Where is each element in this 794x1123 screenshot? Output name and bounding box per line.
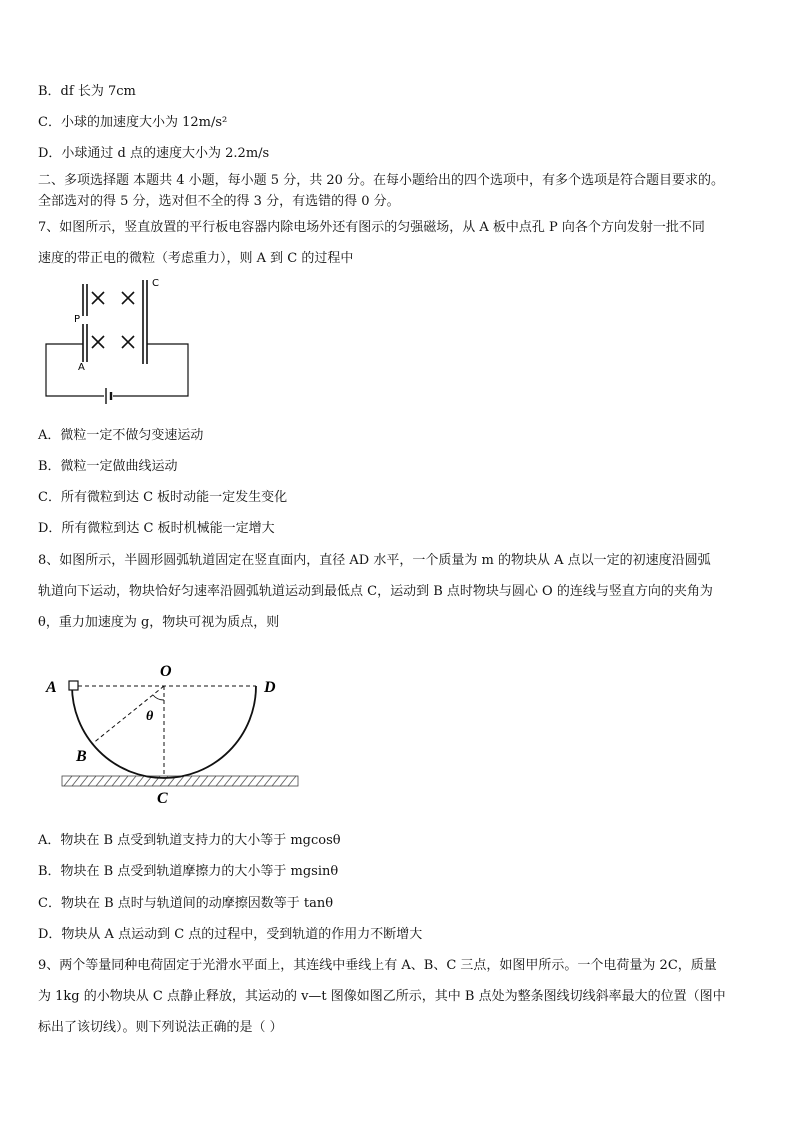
label-a: A (46, 679, 57, 696)
prev-option-b: B．df 长为 7cm (38, 84, 136, 99)
q7-option-d: D．所有微粒到达 C 板时机械能一定增大 (38, 521, 275, 536)
battery-symbol (106, 388, 111, 404)
q9-stem-line1: 9、两个等量同种电荷固定于光滑水平面上，其连线中垂线上有 A、B、C 三点，如图甲所示。一个电荷量为 2C，质量 (38, 958, 717, 973)
q8-stem-line2: 轨道向下运动，物块恰好匀速率沿圆弧轨道运动到最低点 C，运动到 B 点时物块与圆心 O 的连线与竖直方向的夹角为 (38, 584, 713, 599)
q8-option-c: C．物块在 B 点时与轨道间的动摩擦因数等于 tanθ (38, 896, 334, 911)
label-d: D (264, 679, 276, 696)
label-a: A (78, 362, 85, 373)
label-theta: θ (146, 709, 154, 724)
label-p: P (74, 314, 81, 325)
q9-stem-line3: 标出了该切线）。则下列说法正确的是（ ） (38, 1020, 283, 1035)
label-o: O (160, 663, 172, 680)
q7-option-b: B．微粒一定做曲线运动 (38, 459, 178, 474)
circuit-wire (46, 344, 188, 396)
block (69, 681, 78, 690)
q7-stem-line2: 速度的带正电的微粒（考虑重力），则 A 到 C 的过程中 (38, 251, 354, 266)
q8-stem-line1: 8、如图所示，半圆形圆弧轨道固定在竖直面内，直径 AD 水平，一个质量为 m 的物块从 A 点以一定的初速度沿圆弧 (38, 553, 711, 568)
label-c: C (157, 790, 168, 807)
q8-option-b: B．物块在 B 点受到轨道摩擦力的大小等于 mgsinθ (38, 864, 339, 879)
section2-line2: 全部选对的得 5 分，选对但不全的得 3 分，有选错的得 0 分。 (38, 194, 400, 209)
q8-semicircle-track-figure (40, 660, 300, 810)
q7-option-c: C．所有微粒到达 C 板时动能一定发生变化 (38, 490, 288, 505)
q9-stem-line2: 为 1kg 的小物块从 C 点静止释放，其运动的 v—t 图像如图乙所示，其中 B 点处为整条图线切线斜率最大的位置（图中 (38, 989, 726, 1004)
q8-option-d: D．物块从 A 点运动到 C 点的过程中，受到轨道的作用力不断增大 (38, 927, 423, 942)
prev-option-d: D．小球通过 d 点的速度大小为 2.2m/s (38, 146, 270, 161)
label-b: B (76, 748, 87, 765)
q7-capacitor-figure (40, 272, 200, 414)
q7-option-a: A．微粒一定不做匀变速运动 (38, 428, 204, 443)
angle-theta-arc (153, 695, 164, 700)
prev-option-c: C．小球的加速度大小为 12m/s² (38, 115, 228, 130)
q8-option-a: A．物块在 B 点受到轨道支持力的大小等于 mgcosθ (38, 833, 341, 848)
label-c: C (152, 278, 159, 289)
magnetic-field-marks (92, 292, 134, 348)
plate-c (143, 280, 147, 364)
section2-line1: 二、多项选择题 本题共 4 小题，每小题 5 分，共 20 分。在每小题给出的四个选项中，有多个选项是符合题目要求的。 (38, 173, 725, 188)
q7-stem-line1: 7、如图所示，竖直放置的平行板电容器内除电场外还有图示的匀强磁场，从 A 板中点孔 P 向各个方向发射一批不同 (38, 220, 705, 235)
q8-stem-line3: θ，重力加速度为 g，物块可视为质点，则 (38, 615, 280, 630)
plate-a (83, 284, 87, 362)
